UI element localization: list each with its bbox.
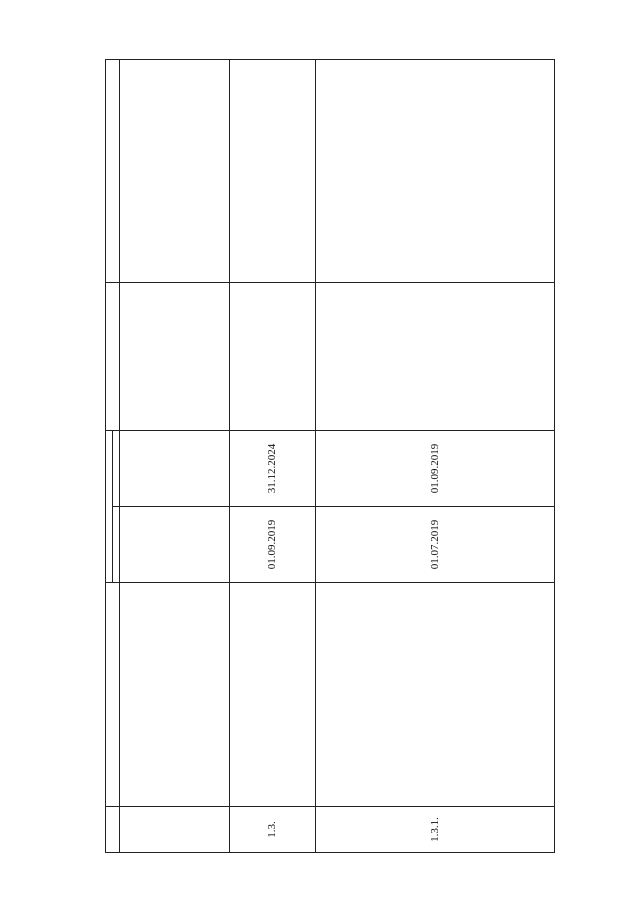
table-row xyxy=(230,60,316,853)
rotated-table-wrapper xyxy=(105,60,555,853)
row-end: 31.12.2024 xyxy=(230,431,316,507)
table-header-row xyxy=(106,60,113,853)
header-result xyxy=(106,60,120,283)
row-name xyxy=(230,583,316,807)
table-row xyxy=(120,60,230,853)
row-num: 1.3.1. xyxy=(316,807,555,853)
row-executor xyxy=(316,283,555,431)
row-name xyxy=(316,583,555,807)
row-end xyxy=(120,431,230,507)
row-result xyxy=(316,60,555,283)
row-start xyxy=(120,507,230,583)
row-result xyxy=(230,60,316,283)
header-end xyxy=(113,431,120,507)
schedule-table xyxy=(105,59,555,853)
row-executor xyxy=(230,283,316,431)
header-num xyxy=(106,807,120,853)
row-name xyxy=(120,583,230,807)
row-executor xyxy=(120,283,230,431)
row-result xyxy=(120,60,230,283)
header-name xyxy=(106,583,120,807)
row-start: 01.09.2019 xyxy=(230,507,316,583)
row-end: 01.09.2019 xyxy=(316,431,555,507)
header-start xyxy=(113,507,120,583)
row-num xyxy=(120,807,230,853)
header-executor xyxy=(106,283,120,431)
table-row xyxy=(316,60,555,853)
row-start: 01.07.2019 xyxy=(316,507,555,583)
row-num: 1.3. xyxy=(230,807,316,853)
header-period xyxy=(106,431,113,583)
